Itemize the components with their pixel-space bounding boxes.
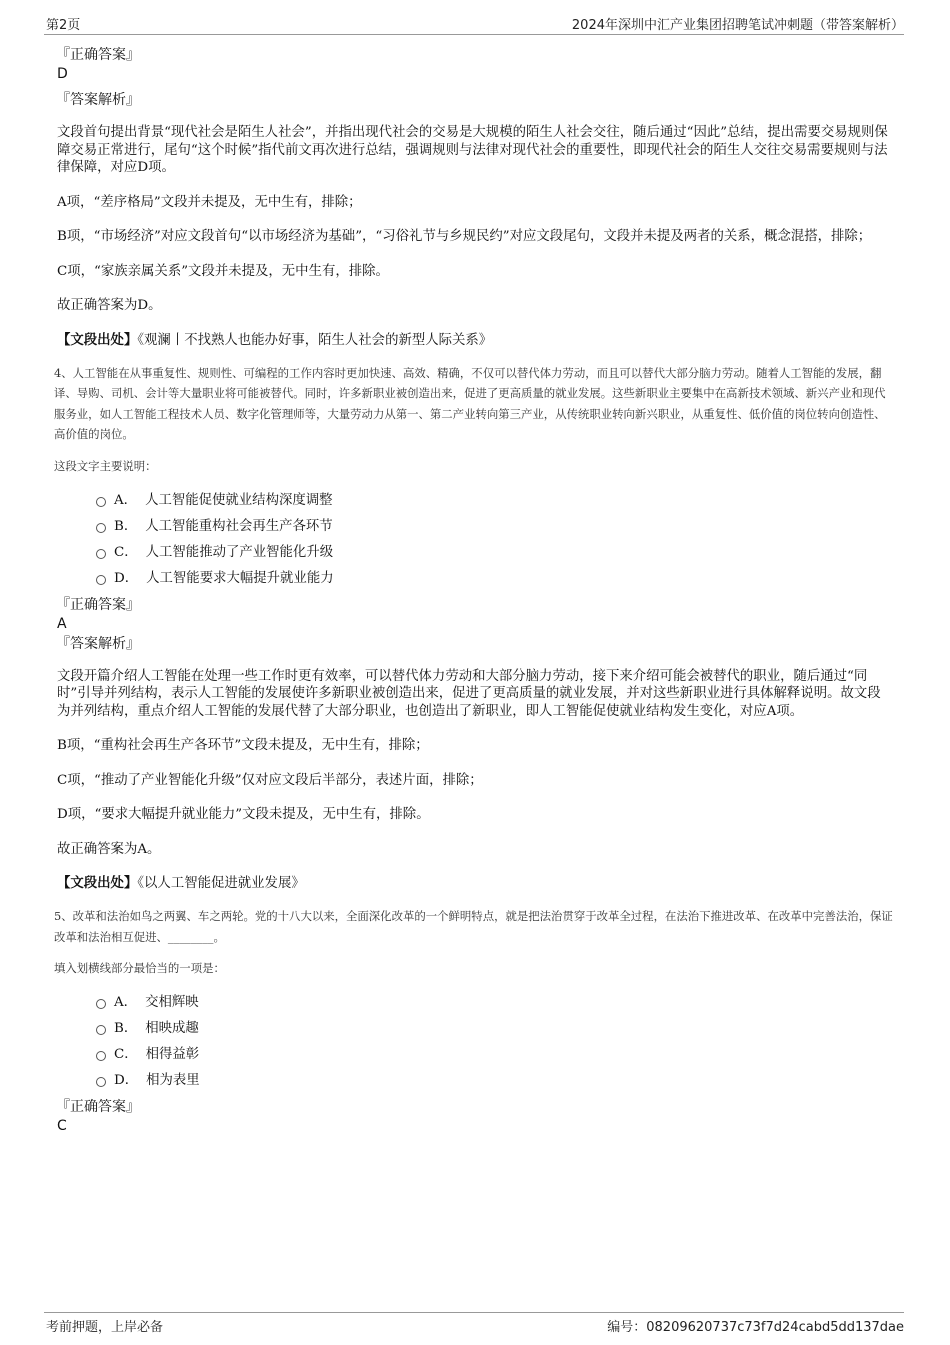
- radio-icon[interactable]: [96, 549, 106, 559]
- correct-answer-label: 『正确答案』: [56, 596, 140, 613]
- analysis-paragraph: 故正确答案为A。: [57, 841, 161, 857]
- analysis-paragraph: 故正确答案为D。: [57, 298, 162, 313]
- question-4-options: [94, 488, 894, 592]
- page-number: 第2页: [46, 18, 81, 33]
- analysis-paragraph: C项，“家族亲属关系”文段并未提及，无中生有，排除。: [57, 263, 389, 279]
- document-id: 编号：08209620737c73f7d24cabd5dd137dae: [607, 1320, 904, 1335]
- correct-answer: D: [57, 66, 68, 82]
- analysis-paragraph: D项，“要求大幅提升就业能力”文段未提及，无中生有，排除。: [57, 807, 430, 822]
- page-footer: [44, 1312, 904, 1335]
- correct-answer-label: 『正确答案』: [56, 47, 140, 63]
- source-label: 【文段出处】: [57, 331, 138, 348]
- document-title: 2024年深圳中汇产业集团招聘笔试冲刺题（带答案解析）: [571, 18, 904, 33]
- correct-answer: C: [57, 1118, 67, 1134]
- question-4-prompt: 这段文字主要说明：: [54, 458, 157, 473]
- source-title: 《观澜丨不找熟人也能办好事，陌生人社会的新型人际关系》: [137, 332, 493, 348]
- option-b[interactable]: B． 相映成趣: [94, 1016, 894, 1042]
- radio-icon[interactable]: [96, 497, 106, 507]
- correct-answer: A: [57, 615, 67, 632]
- option-b[interactable]: B． 人工智能重构社会再生产各环节: [94, 514, 894, 540]
- source-label: 【文段出处】: [57, 875, 138, 891]
- document-body: [54, 46, 894, 1135]
- blank-line: ________: [167, 929, 214, 944]
- option-c[interactable]: C． 人工智能推动了产业智能化升级: [94, 540, 894, 566]
- analysis-paragraph: B项，“重构社会再生产各环节”文段未提及，无中生有，排除；: [57, 738, 429, 753]
- analysis-paragraph: C项，“推动了产业智能化升级”仅对应文段后半部分，表述片面，排除；: [57, 772, 483, 788]
- option-a[interactable]: A． 交相辉映: [94, 990, 894, 1016]
- question-5-prompt: 填入划横线部分最恰当的一项是：: [54, 961, 225, 975]
- footer-slogan: 考前押题，上岸必备: [46, 1320, 164, 1335]
- source-title: 《以人工智能促进就业发展》: [137, 876, 305, 891]
- analysis-paragraph: 文段首句提出背景“现代社会是陌生人社会”，并指出现代社会的交易是大规模的陌生人社会交往，随后通过“因此”总结，提出需要交易规则保障交易正常进行，尾句“这个时候”指代前文再次进行总结，强调规则与法律对现代社会的重要性，即现代社会的陌生人交往交易需要规则与法律保障，对应D项。: [57, 125, 888, 175]
- radio-icon[interactable]: [96, 1077, 106, 1087]
- option-d[interactable]: D． 人工智能要求大幅提升就业能力: [94, 566, 894, 592]
- option-a[interactable]: A． 人工智能促使就业结构深度调整: [94, 488, 894, 514]
- radio-icon[interactable]: [96, 1051, 106, 1061]
- source-line: [57, 874, 894, 893]
- page-header: [44, 12, 904, 35]
- question-5-text: 5、改革和法治如鸟之两翼、车之两轮。党的十八大以来，全面深化改革的一个鲜明特点，就是把法治贯穿于改革全过程，在法治下推进改革、在改革中完善法治，保证改革和法治相互促进、________。: [54, 909, 893, 944]
- radio-icon[interactable]: [96, 523, 106, 533]
- analysis-label: 『答案解析』: [56, 635, 140, 652]
- radio-icon[interactable]: [96, 999, 106, 1009]
- correct-answer-label: 『正确答案』: [56, 1099, 140, 1115]
- option-d[interactable]: D． 相为表里: [94, 1068, 894, 1094]
- radio-icon[interactable]: [96, 575, 106, 585]
- question-4-text: 4、人工智能在从事重复性、规则性、可编程的工作内容时更加快速、高效、精确，不仅可以替代体力劳动，而且可以替代大部分脑力劳动。随着人工智能的发展，翻译、导购、司机、会计等大量职业将可能被替代。同时，许多新职业被创造出来，促进了更高质量的就业发展。这些新职业主要集中在高新技术领域、新兴产业和现代服务业，如人工智能工程技术人员、数字化管理师等，大量劳动力从第一、第二产业转向第三产业，从传统职业转向新兴职业，从重复性、低价值的岗位转向创造性、高价值的岗位。: [54, 365, 886, 441]
- analysis-paragraph: A项，“差序格局”文段并未提及，无中生有，排除；: [57, 194, 362, 210]
- analysis-paragraph: B项，“市场经济”对应文段首句“以市场经济为基础”，“习俗礼节与乡规民约”对应文段尾句，文段并未提及两者的关系，概念混搭，排除；: [57, 229, 872, 244]
- radio-icon[interactable]: [96, 1025, 106, 1035]
- source-line: [57, 331, 894, 350]
- question-5-options: [94, 990, 894, 1094]
- option-c[interactable]: C． 相得益彰: [94, 1042, 894, 1068]
- analysis-label: 『答案解析』: [56, 92, 140, 108]
- analysis-paragraph: 文段开篇介绍人工智能在处理一些工作时更有效率，可以替代体力劳动和大部分脑力劳动，接下来介绍可能会被替代的职业，随后通过“同时”引导并列结构，表示人工智能的发展使许多新职业被创造出来，促进了更高质量的就业发展，并对这些新职业进行具体解释说明。故文段为并列结构，重点介绍人工智能的发展代替了大部分职业，也创造出了新职业，即人工智能促使就业结构发生变化，对应A项。: [57, 668, 881, 719]
